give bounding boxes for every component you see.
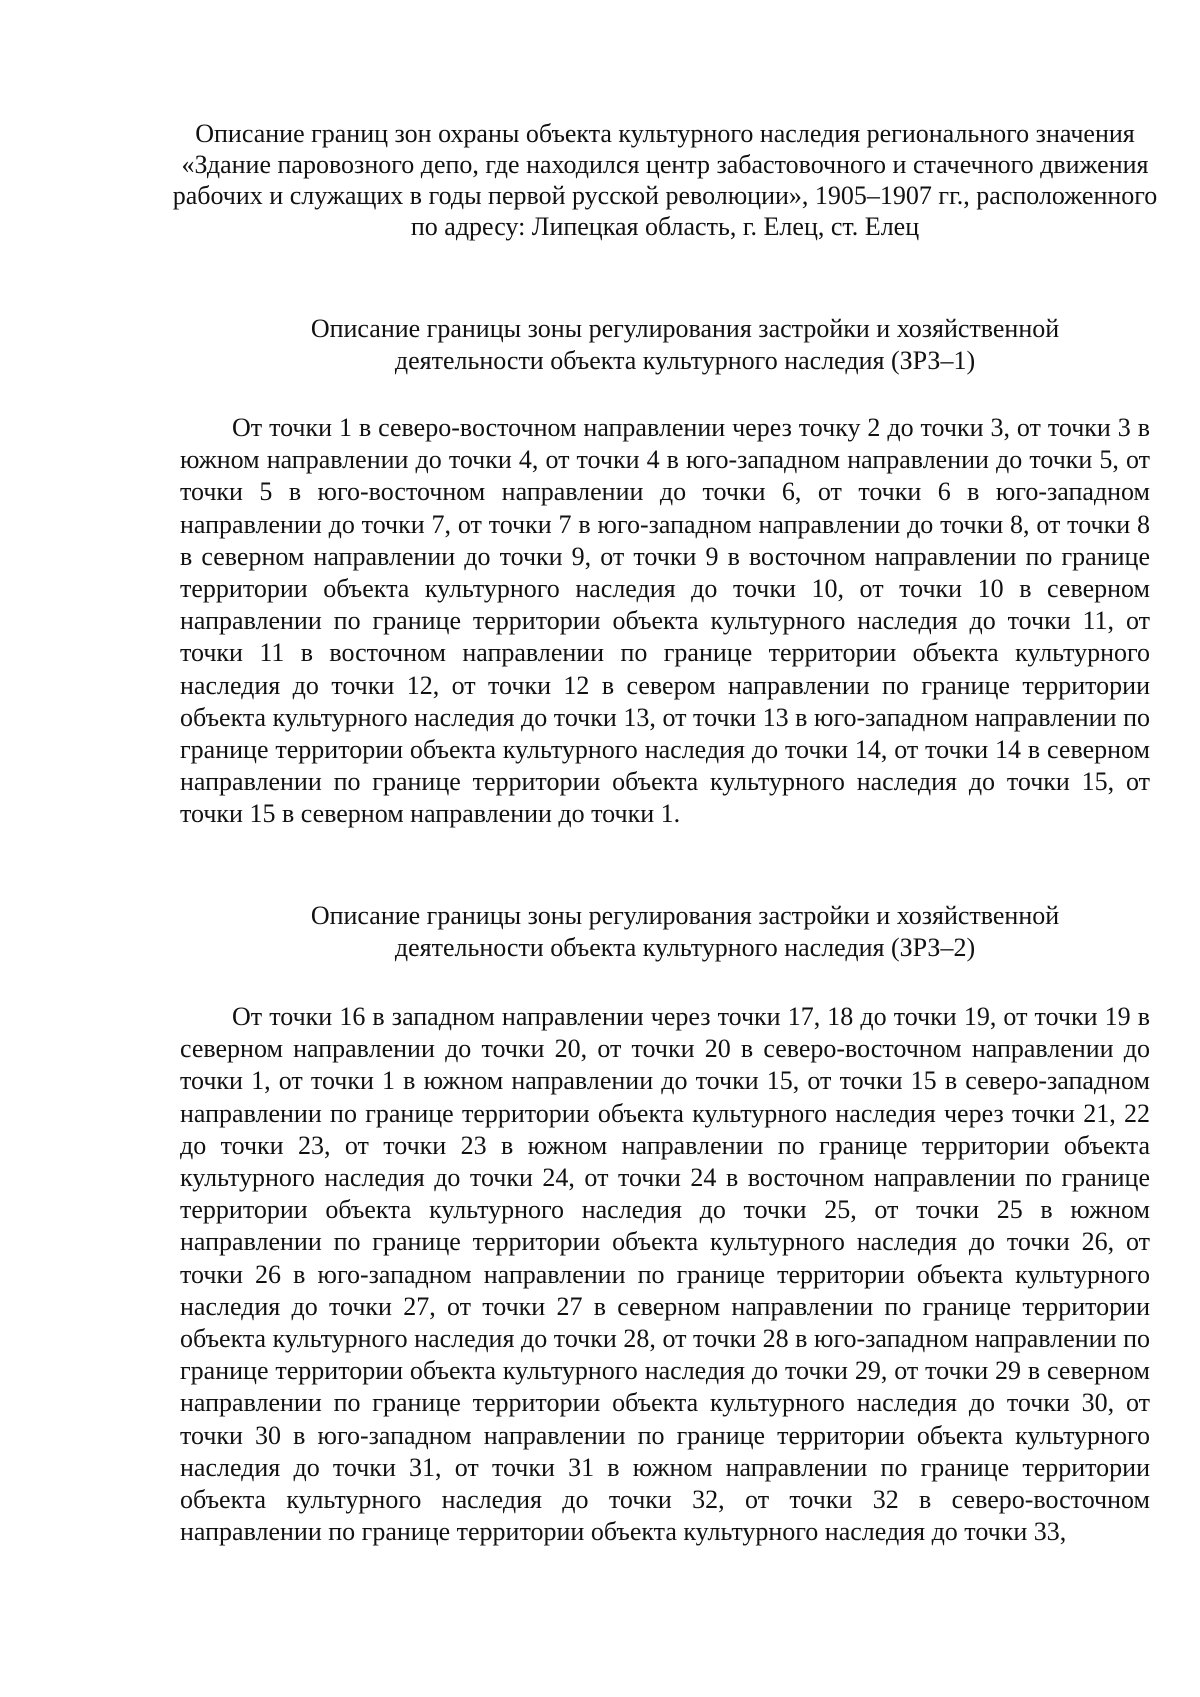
document-title: Описание границ зон охраны объекта культурного наследия регионального значения «Здание паровозного депо, где находился центр забастовочного и стачечного движения рабочих и служащих в годы первой русской революции», 1905–1907 гг., расположенного по адресу: Липецкая область, г. Елец, ст. Елец (172, 119, 1158, 241)
section-text-zrz-1: От точки 1 в северо-восточном направлении через точку 2 до точки 3, от точки 3 в южном направлении до точки 4, от точки 4 в юго-западном направлении до точки 5, от точки 5 в юго-восточном направлении до точки 6, от точки 6 в юго-западном направлении до точки 7, от точки 7 в юго-западном направлении до точки 8, от точки 8 в северном направлении до точки 9, от точки 9 в восточном направлении по границе территории объекта культурного наследия до точки 10, от точки 10 в северном направлении по границе территории объекта культурного наследия до точки 11, от точки 11 в восточном направлении по границе территории объекта культурного наследия до точки 12, от точки 12 в севером направлении по границе территории объекта культурного наследия до точки 13, от точки 13 в юго-западном направлении по границе территории объекта культурного наследия до точки 14, от точки 14 в северном направлении по границе территории объекта культурного наследия до точки 15, от точки 15 в северном направлении до точки 1. (180, 413, 1150, 829)
section-heading-zrz-1: Описание границы зоны регулирования застройки и хозяйственной деятельности объекта культурного наследия (ЗРЗ–1) (310, 314, 1060, 375)
section-text-zrz-2: От точки 16 в западном направлении через точки 17, 18 до точки 19, от точки 19 в северном направлении до точки 20, от точки 20 в северо-восточном направлении до точки 1, от точки 1 в южном направлении до точки 15, от точки 15 в северо-западном направлении по границе территории объекта культурного наследия через точки 21, 22 до точки 23, от точки 23 в южном направлении по границе территории объекта культурного наследия до точки 24, от точки 24 в восточном направлении по границе территории объекта культурного наследия до точки 25, от точки 25 в южном направлении по границе территории объекта культурного наследия до точки 26, от точки 26 в юго-западном направлении по границе территории объекта культурного наследия до точки 27, от точки 27 в северном направлении по границе территории объекта культурного наследия до точки 28, от точки 28 в юго-западном направлении по границе территории объекта культурного наследия до точки 29, от точки 29 в северном направлении по границе территории объекта культурного наследия до точки 30, от точки 30 в юго-западном направлении по границе территории объекта культурного наследия до точки 31, от точки 31 в южном направлении по границе территории объекта культурного наследия до точки 32, от точки 32 в северо-восточном направлении по границе территории объекта культурного наследия до точки 33, (180, 1002, 1150, 1547)
section-heading-zrz-2: Описание границы зоны регулирования застройки и хозяйственной деятельности объекта культурного наследия (ЗРЗ–2) (310, 901, 1060, 962)
